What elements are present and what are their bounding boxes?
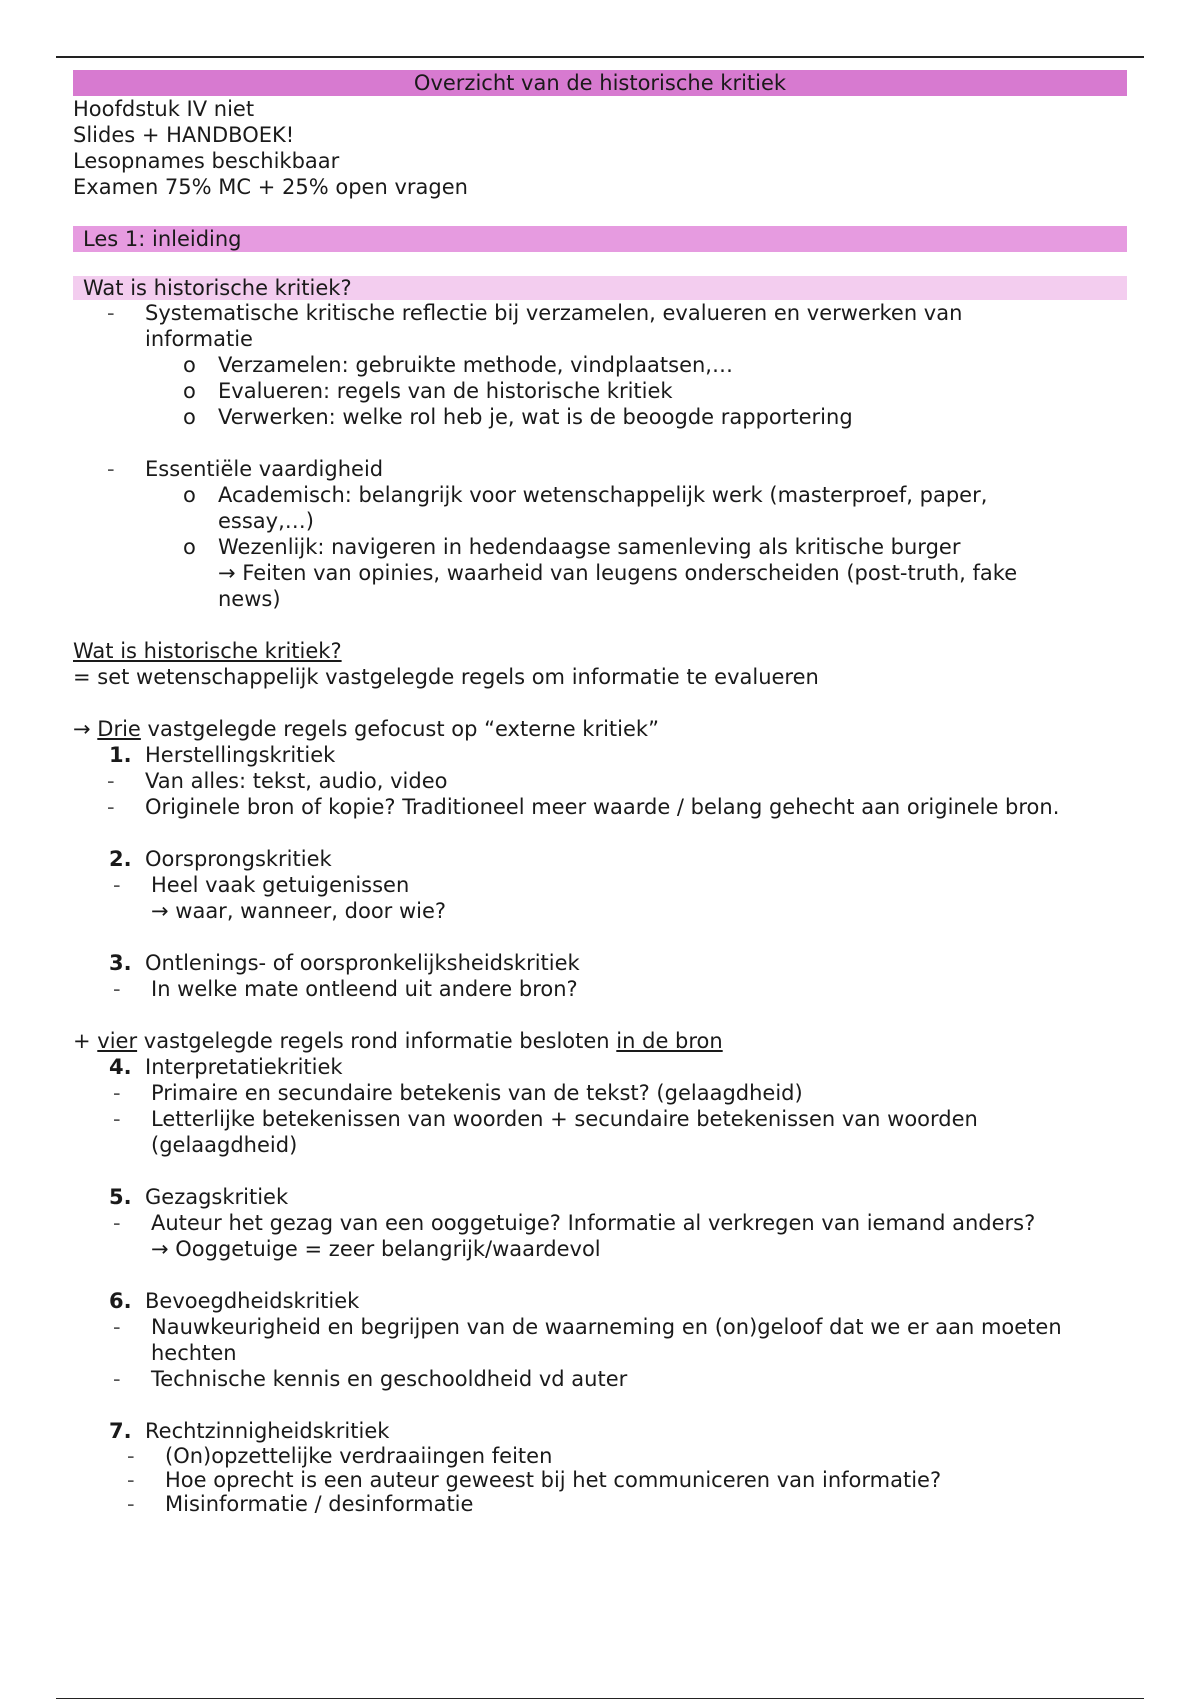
list-item-text: Letterlijke betekenissen van woorden + secundaire betekenissen van woorden [151,1107,978,1131]
rule-heading [73,1288,1127,1314]
document-title: Overzicht van de historische kritiek [73,70,1127,96]
list-item-text: essay,…) [218,509,314,533]
rule-title: Rechtzinnigheidskritiek [145,1419,390,1443]
list-item [73,300,1127,352]
circle-bullet: o [183,379,196,403]
rule-number: 6. [109,1289,132,1313]
dash-bullet: - [113,1107,121,1131]
rule-heading [73,950,1127,976]
rule-number: 1. [109,743,132,767]
rule-title: Bevoegdheidskritiek [145,1289,360,1313]
rule-heading [73,846,1127,872]
external-criticism-intro [73,716,1127,742]
dash-bullet: - [113,1081,121,1105]
list-item [73,794,1127,820]
list-item-text: Nauwkeurigheid en begrijpen van de waarneming en (on)geloof dat we er aan moeten [151,1315,1062,1339]
rule-title: Gezagskritiek [145,1185,289,1209]
bottom-rule [56,1698,1144,1699]
list-item [73,456,1127,482]
list-item-text: hechten [151,1341,237,1365]
list-item-text: Originele bron of kopie? Traditioneel meer waarde / belang gehecht aan originele bron. [145,795,1060,819]
list-item [73,1444,1127,1468]
list-item-text: (gelaagdheid) [151,1133,298,1157]
list-item-text: → Ooggetuige = zeer belangrijk/waardevol [151,1237,601,1261]
list-item-text: Misinformatie / desinformatie [165,1492,474,1516]
rule-number: 5. [109,1185,132,1209]
dash-bullet: - [127,1468,135,1492]
circle-bullet: o [183,483,196,507]
sub-list-item [73,404,1127,430]
list-item [73,872,1127,924]
dash-bullet: - [113,977,121,1001]
list-item [73,976,1127,1002]
list-item [73,1106,1127,1158]
list-item-text: Primaire en secundaire betekenis van de tekst? (gelaagdheid) [151,1081,803,1105]
top-rule [56,56,1144,58]
circle-bullet: o [183,405,196,429]
list-item-text: informatie [145,327,253,351]
list-item [73,1468,1127,1492]
dash-bullet: - [113,1211,121,1235]
list-item-text: Heel vaak getuigenissen [151,873,410,897]
section-heading: Les 1: inleiding [73,226,1127,252]
rule-title: Ontlenings- of oorspronkelijksheidskritiek [145,951,580,975]
rule-heading [73,1418,1127,1444]
list-item-text: Hoe oprecht is een auteur geweest bij het communiceren van informatie? [165,1468,942,1492]
rule-heading [73,1184,1127,1210]
list-item-text: news) [218,587,281,611]
plus-sign: + [73,1029,98,1053]
dash-bullet: - [113,1315,121,1339]
dash-bullet: - [107,301,115,325]
list-item-text: Evalueren: regels van de historische kritiek [218,379,673,403]
list-item [73,1366,1127,1392]
list-item-text: (On)opzettelijke verdraaiingen feiten [165,1444,553,1468]
document-content [73,70,1127,1516]
list-item-text: Auteur het gezag van een ooggetuige? Informatie al verkregen van iemand anders? [151,1211,1036,1235]
list-item-text: In welke mate ontleend uit andere bron? [151,977,578,1001]
emphasis-vier: vier [97,1029,138,1053]
rule-title: Herstellingskritiek [145,743,336,767]
list-item [73,1314,1127,1366]
list-item [73,1492,1127,1516]
list-item-text: Academisch: belangrijk voor wetenschappelijk werk (masterproef, paper, [218,483,988,507]
sub-list-item [73,534,1127,612]
intro-line: Lesopnames beschikbaar [73,149,340,173]
intro-text: vastgelegde regels gefocust op “externe kritiek” [140,717,659,741]
emphasis-in-de-bron: in de bron [616,1029,723,1053]
sub-list-item [73,352,1127,378]
list-item-text: → Feiten van opinies, waarheid van leugens onderscheiden (post-truth, fake [218,561,1018,585]
rule-number: 4. [109,1055,132,1079]
list-item-text: Systematische kritische reflectie bij verzamelen, evalueren en verwerken van [145,301,963,325]
rule-number: 2. [109,847,132,871]
dash-bullet: - [107,795,115,819]
intro-line: Examen 75% MC + 25% open vragen [73,175,468,199]
subsection-heading: Wat is historische kritiek? [73,276,1127,300]
dash-bullet: - [107,457,115,481]
rule-title: Oorsprongskritiek [145,847,332,871]
dash-bullet: - [113,1367,121,1391]
rule-number: 3. [109,951,132,975]
list-item-text: Verzamelen: gebruikte methode, vindplaatsen,… [218,353,733,377]
dash-bullet: - [127,1444,135,1468]
dash-bullet: - [107,769,115,793]
list-item-text: Verwerken: welke rol heb je, wat is de beoogde rapportering [218,405,853,429]
definition-heading: Wat is historische kritiek? [73,639,342,663]
arrow-right-icon: → [73,717,91,741]
circle-bullet: o [183,535,196,559]
list-item-text: Essentiële vaardigheid [145,457,384,481]
dash-bullet: - [113,873,121,897]
dash-bullet: - [127,1492,135,1516]
sub-list-item [73,482,1127,534]
list-item [73,1210,1127,1262]
sub-list-item [73,378,1127,404]
definition-text: = set wetenschappelijk vastgelegde regels om informatie te evalueren [73,665,819,689]
circle-bullet: o [183,353,196,377]
intro-line: Slides + HANDBOEK! [73,123,295,147]
rule-heading [73,742,1127,768]
list-item-text: Wezenlijk: navigeren in hedendaagse samenleving als kritische burger [218,535,961,559]
internal-criticism-intro [73,1028,1127,1054]
list-item-text: Technische kennis en geschooldheid vd auter [151,1367,628,1391]
list-item-text: Van alles: tekst, audio, video [145,769,448,793]
rule-title: Interpretatiekritiek [145,1055,343,1079]
rule-number: 7. [109,1419,132,1443]
list-item [73,768,1127,794]
intro-text: vastgelegde regels rond informatie besloten [137,1029,617,1053]
emphasis-drie: Drie [97,717,141,741]
list-item-text: → waar, wanneer, door wie? [151,899,447,923]
intro-line: Hoofdstuk IV niet [73,97,255,121]
list-item [73,1080,1127,1106]
rule-heading [73,1054,1127,1080]
